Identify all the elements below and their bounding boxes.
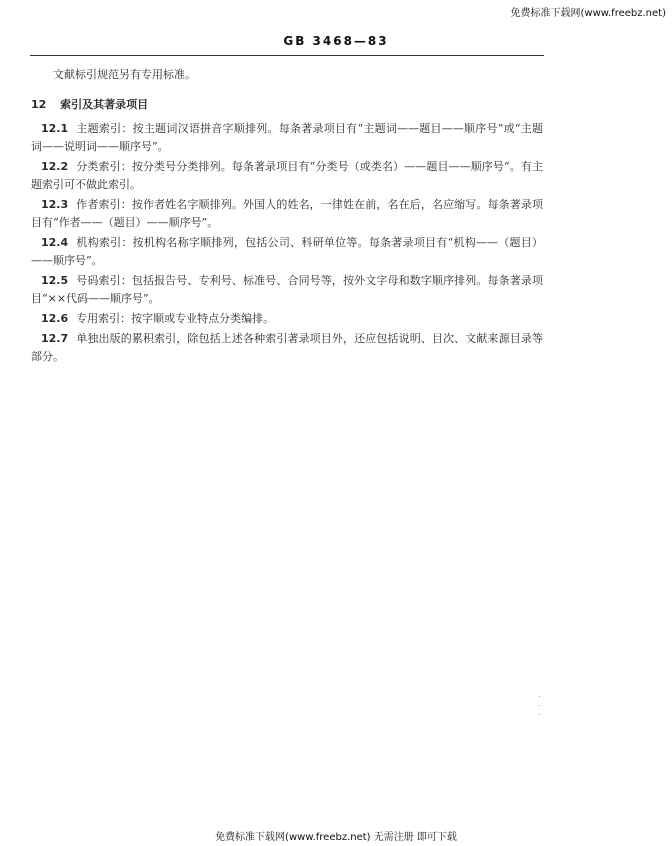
- paragraph-number: 12.4: [41, 236, 69, 249]
- header-divider: [30, 55, 544, 56]
- paragraph-12-4: [31, 234, 543, 270]
- paragraph-12-1: [31, 120, 543, 156]
- paragraph-number: 12.7: [41, 332, 69, 345]
- intro-line: 文献标引规范另有专用标准。: [53, 68, 196, 81]
- paragraph-text: 主题索引：按主题词汉语拼音字顺排列。每条著录项目有“主题词——题目——顺序号”或“主题词——说明词——顺序号”。: [31, 122, 543, 153]
- paragraph-text: 单独出版的累积索引，除包括上述各种索引著录项目外，还应包括说明、目次、文献来源目录等部分。: [31, 332, 543, 363]
- bottom-watermark: 免费标准下载网(www.freebz.net) 无需注册 即可下载: [215, 832, 457, 843]
- paragraph-text: 分类索引：按分类号分类排列。每条著录项目有“分类号（或类名）——题目——顺序号”。有主题索引可不做此索引。: [31, 160, 543, 191]
- paragraph-text: 专用索引：按字顺或专业特点分类编排。: [76, 312, 275, 325]
- paragraph-number: 12.2: [41, 160, 69, 173]
- paragraph-12-6: [31, 310, 543, 328]
- paragraph-number: 12.6: [41, 312, 69, 325]
- paragraph-12-7: [31, 330, 543, 366]
- top-watermark: 免费标准下载网(www.freebz.net): [510, 8, 666, 19]
- scan-specks: [538, 696, 542, 718]
- paragraph-text: 作者索引：按作者姓名字顺排列。外国人的姓名，一律姓在前，名在后，名应缩写。每条著录项目有“作者——（题目）——顺序号”。: [31, 198, 543, 229]
- paragraph-number: 12.5: [41, 274, 69, 287]
- section-heading: [31, 96, 543, 114]
- paragraph-number: 12.1: [41, 122, 69, 135]
- paragraph-12-5: [31, 272, 543, 308]
- section-title: 索引及其著录项目: [60, 98, 149, 111]
- page-header-standard-code: GB 3468—83: [283, 34, 389, 48]
- paragraph-text: 机构索引：按机构名称字顺排列，包括公司、科研单位等。每条著录项目有“机构——（题目）——顺序号”。: [31, 236, 543, 267]
- paragraph-12-3: [31, 196, 543, 232]
- paragraph-number: 12.3: [41, 198, 69, 211]
- section-number: 12: [31, 98, 47, 111]
- document-body: [31, 66, 543, 368]
- paragraph-12-2: [31, 158, 543, 194]
- paragraph-text: 号码索引：包括报告号、专利号、标准号、合同号等，按外文字母和数字顺序排列。每条著录项目“××代码——顺序号”。: [31, 274, 543, 305]
